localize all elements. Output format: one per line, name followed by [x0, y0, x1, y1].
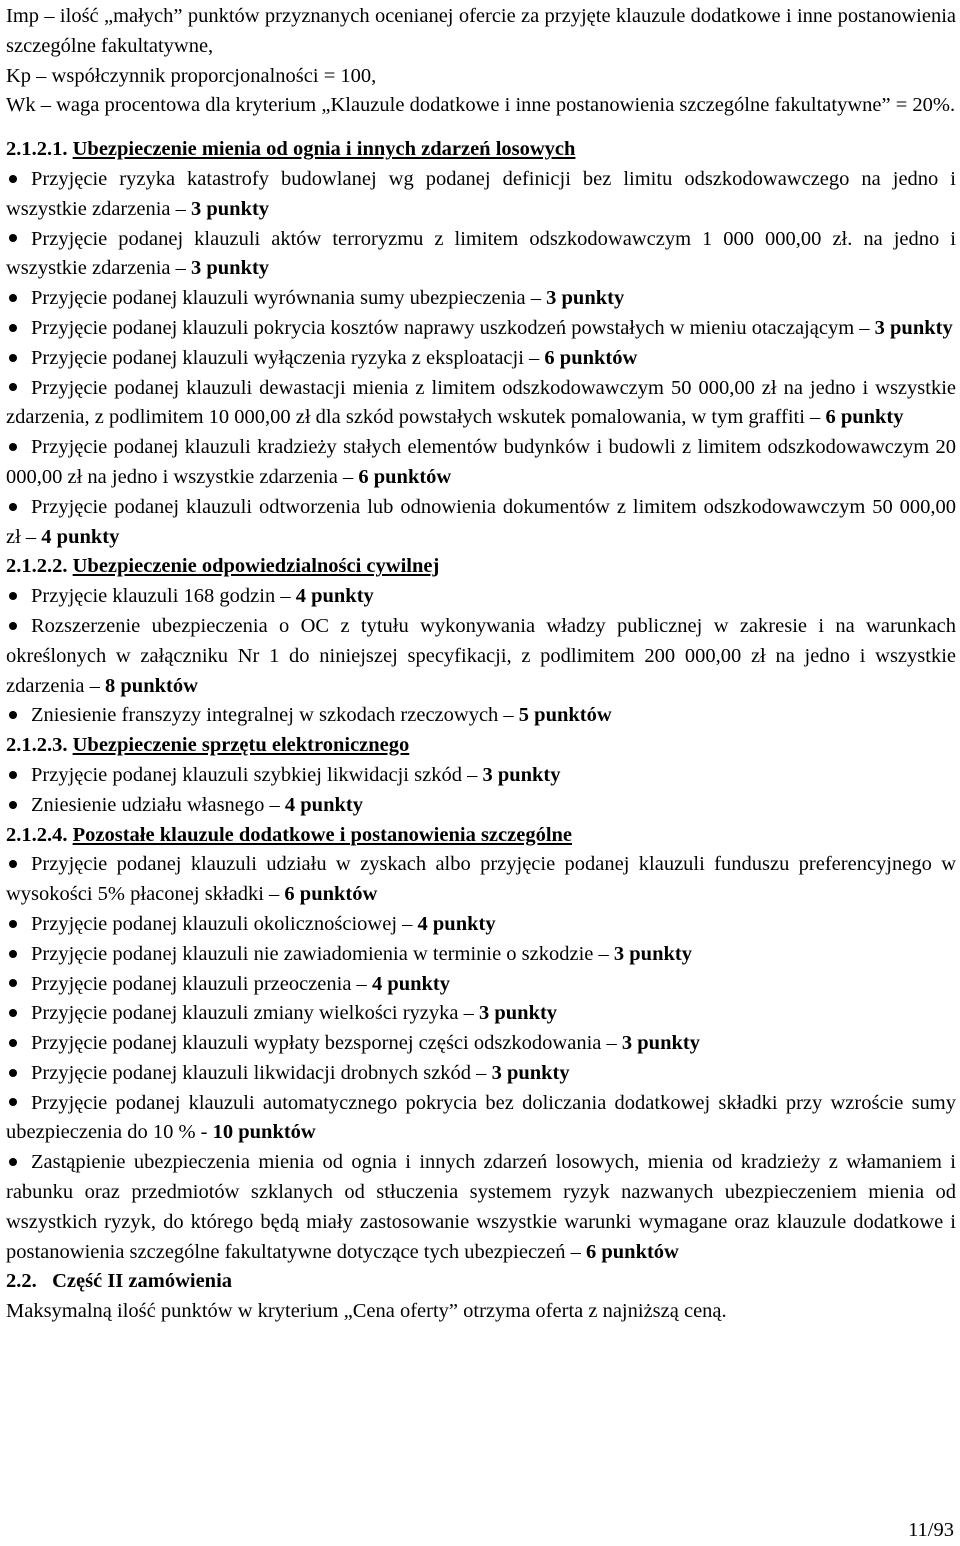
- list-item: [6, 314, 956, 344]
- intro-kp: Kp – współczynnik proporcjonalności = 100,: [6, 64, 377, 87]
- document-page: [6, 2, 956, 1327]
- list-item: [6, 582, 956, 612]
- list-item: [6, 433, 956, 493]
- list-item-text: Przyjęcie podanej klauzuli nie zawiadomienia w terminie o szkodzie –: [31, 942, 614, 965]
- bullet-icon: [9, 771, 17, 779]
- list-item-text: Przyjęcie podanej klauzuli odtworzenia lub odnowienia dokumentów z limitem odszkodowawczym 50 000,00 zł –: [6, 495, 956, 548]
- section-heading: [6, 135, 956, 165]
- list-item-text: Przyjęcie podanej klauzuli szybkiej likwidacji szkód –: [31, 763, 483, 786]
- list-item: [6, 791, 956, 821]
- list-item-points: 6 punktów: [358, 465, 452, 488]
- section-heading: [6, 821, 956, 851]
- bullet-icon: [9, 234, 17, 242]
- list-item: [6, 761, 956, 791]
- part2-number: 2.2.: [6, 1270, 37, 1293]
- list-item-points: 4 punkty: [371, 972, 450, 995]
- list-item: [6, 1148, 956, 1267]
- list-item: [6, 344, 956, 374]
- intro-wk: Wk – waga procentowa dla kryterium „Klauzule dodatkowe i inne postanowienia szczególne fakultatywne” = 20%.: [6, 94, 956, 117]
- list-item-text: Przyjęcie podanej klauzuli pokrycia kosztów naprawy uszkodzeń powstałych w mieniu otaczającym –: [31, 316, 875, 339]
- list-item-points: 6 punktów: [586, 1240, 679, 1263]
- list-item-text: Przyjęcie podanej klauzuli kradzieży stałych elementów budynków i budowli z limitem odszkodowawczym 20 000,00 zł na jedno i wszystkie zdarzenia –: [6, 436, 956, 488]
- list-item-points: 3 punkty: [482, 763, 561, 786]
- list-item-points: 4 punkty: [284, 793, 363, 816]
- section-heading: [6, 552, 956, 582]
- list-item-text: Przyjęcie ryzyka katastrofy budowlanej wg podanej definicji bez limitu odszkodowawczego na jedno i wszystkie zdarzenia –: [6, 167, 956, 220]
- list-item-points: 4 punkty: [417, 912, 496, 935]
- list-item-points: 5 punktów: [518, 704, 612, 727]
- list-item-points: 3 punkty: [479, 1002, 558, 1025]
- list-item-points: 3 punkty: [613, 942, 692, 965]
- bullet-icon: [9, 1098, 17, 1106]
- list-item-text: Przyjęcie podanej klauzuli okolicznościowej –: [31, 912, 418, 935]
- list-item-text: Przyjęcie podanej klauzuli zmiany wielkości ryzyka –: [31, 1002, 479, 1025]
- section-title: Ubezpieczenie odpowiedzialności cywilnej: [72, 555, 440, 578]
- list-item-points: 10 punktów: [212, 1121, 316, 1144]
- list-item-points: 4 punkty: [295, 585, 374, 608]
- list-item-text: Przyjęcie klauzuli 168 godzin –: [31, 585, 296, 608]
- list-item: [6, 910, 956, 940]
- section-number: 2.1.2.1.: [6, 138, 68, 161]
- list-item: [6, 1089, 956, 1149]
- list-item: [6, 1029, 956, 1059]
- list-item-text: Zniesienie udziału własnego –: [31, 793, 285, 816]
- list-item-points: 4 punkty: [41, 525, 120, 548]
- bullet-icon: [9, 294, 17, 302]
- list-item: [6, 999, 956, 1029]
- section-title: Pozostałe klauzule dodatkowe i postanowienia szczególne: [72, 823, 573, 846]
- bullet-icon: [9, 324, 17, 332]
- list-item-text: Przyjęcie podanej klauzuli wypłaty bezspornej części odszkodowania –: [31, 1032, 622, 1055]
- page-number: 11/93: [908, 1519, 954, 1541]
- bullet-icon: [9, 860, 17, 868]
- list-item: [6, 225, 956, 285]
- bullet-icon: [9, 1039, 17, 1047]
- list-item: [6, 493, 956, 553]
- section-title: Ubezpieczenie mienia od ognia i innych zdarzeń losowych: [72, 138, 576, 161]
- list-item-text: Rozszerzenie ubezpieczenia o OC z tytułu wykonywania władzy publicznej w zakresie i na warunkach określonych w załączniku Nr 1 do niniejszej specyfikacji, z podlimitem 200 000,00 zł na jedno i wszystkie zdarzenia –: [6, 614, 956, 697]
- list-item-text: Zastąpienie ubezpieczenia mienia od ognia i innych zdarzeń losowych, mienia od kradzieży z włamaniem i rabunku oraz przedmiotów szklanych od stłuczenia systemem ryzyk nazwanych ubezpieczeniem mienia od wszystkich ryzyk, do którego będą miały zastosowanie wszystkie warunki wymagane oraz klauzule dodatkowe i postanowienia szczególne fakultatywne dotyczące tych ubezpieczeń –: [6, 1151, 956, 1263]
- list-item-text: Zniesienie franszyzy integralnej w szkodach rzeczowych –: [31, 704, 519, 727]
- list-item: [6, 165, 956, 225]
- list-item-text: Przyjęcie podanej klauzuli udziału w zyskach albo przyjęcie podanej klauzuli funduszu preferencyjnego w wysokości 5% płaconej składki –: [6, 853, 956, 906]
- list-item-text: Przyjęcie podanej klauzuli likwidacji drobnych szkód –: [31, 1061, 492, 1084]
- bullet-icon: [9, 622, 17, 630]
- bullet-icon: [9, 175, 17, 183]
- bullet-icon: [9, 383, 17, 391]
- part2-title: Część II zamówienia: [52, 1270, 233, 1293]
- bullet-icon: [9, 503, 17, 511]
- list-item: [6, 1059, 956, 1089]
- bullet-icon: [9, 592, 17, 600]
- list-item-points: 6 punkty: [825, 406, 904, 429]
- section-heading: [6, 731, 956, 761]
- bullet-icon: [9, 1069, 17, 1077]
- bullet-icon: [9, 443, 17, 451]
- section-title: Ubezpieczenie sprzętu elektronicznego: [72, 734, 410, 757]
- bullet-icon: [9, 950, 17, 958]
- list-item-points: 3 punkty: [191, 257, 270, 280]
- section-number: 2.1.2.4.: [6, 823, 68, 846]
- list-item-points: 8 punktów: [105, 674, 198, 697]
- bullet-icon: [9, 920, 17, 928]
- list-item-points: 3 punkty: [874, 316, 953, 339]
- list-item-points: 3 punkty: [191, 197, 270, 220]
- list-item-text: Przyjęcie podanej klauzuli aktów terroryzmu z limitem odszkodowawczym 1 000 000,00 zł. na jedno i wszystkie zdarzenia –: [6, 227, 956, 280]
- list-item: [6, 970, 956, 1000]
- list-item-points: 3 punkty: [491, 1061, 570, 1084]
- list-item-text: Przyjęcie podanej klauzuli automatycznego pokrycia bez doliczania dodatkowej składki przy wzroście sumy ubezpieczenia do 10 % -: [6, 1091, 956, 1144]
- section-number: 2.1.2.3.: [6, 734, 68, 757]
- list-item: [6, 374, 956, 434]
- bullet-icon: [9, 354, 17, 362]
- bullet-icon: [9, 801, 17, 809]
- list-item: [6, 612, 956, 701]
- list-item: [6, 940, 956, 970]
- list-item-text: Przyjęcie podanej klauzuli wyrównania sumy ubezpieczenia –: [31, 287, 547, 310]
- list-item-points: 6 punktów: [284, 883, 378, 906]
- list-item-text: Przyjęcie podanej klauzuli dewastacji mienia z limitem odszkodowawczym 50 000,00 zł na jedno i wszystkie zdarzenia, z podlimitem 10 000,00 zł dla szkód powstałych wskutek pomalowania, w tym graffiti –: [6, 376, 956, 429]
- list-item-points: 6 punktów: [544, 346, 638, 369]
- section-number: 2.1.2.2.: [6, 555, 68, 578]
- part2-text: Maksymalną ilość punktów w kryterium „Cena oferty” otrzyma oferta z najniższą ceną.: [6, 1300, 727, 1323]
- bullet-icon: [9, 979, 17, 987]
- intro-imp: Imp – ilość „małych” punktów przyznanych ocenianej ofercie za przyjęte klauzule dodatkowe i inne postanowienia szczególne fakultatywne,: [6, 5, 956, 57]
- part2-heading: [6, 1267, 956, 1297]
- list-item: [6, 850, 956, 910]
- bullet-icon: [9, 1158, 17, 1166]
- list-item: [6, 284, 956, 314]
- bullet-icon: [9, 1009, 17, 1017]
- list-item-points: 3 punkty: [621, 1032, 700, 1055]
- sections-container: [6, 135, 956, 1267]
- list-item-text: Przyjęcie podanej klauzuli przeoczenia –: [31, 972, 372, 995]
- list-item-text: Przyjęcie podanej klauzuli wyłączenia ryzyka z eksploatacji –: [31, 346, 545, 369]
- list-item-points: 3 punkty: [546, 287, 625, 310]
- list-item: [6, 701, 956, 731]
- bullet-icon: [9, 711, 17, 719]
